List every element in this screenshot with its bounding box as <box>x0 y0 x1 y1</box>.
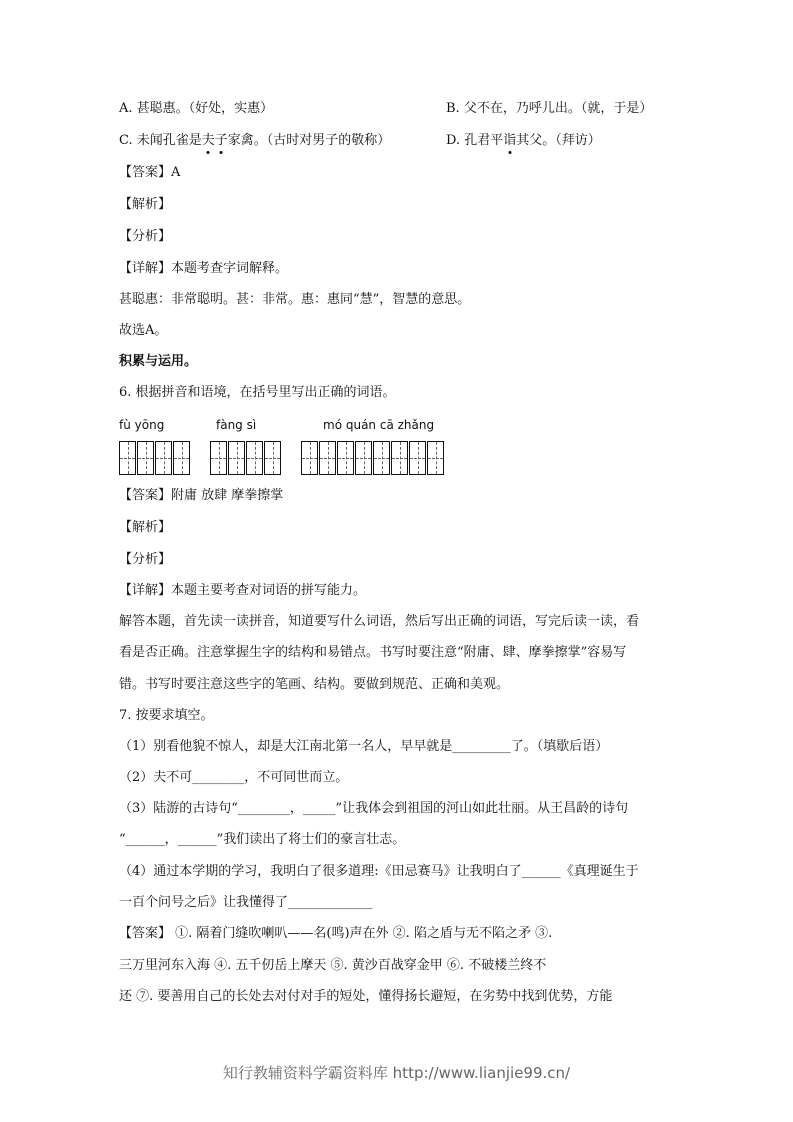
emphasis-char: 子 <box>214 133 228 148</box>
pinyin-1: fù yōng <box>119 418 165 432</box>
writing-cell[interactable] <box>355 441 372 475</box>
footer-watermark: 知行教辅资料学霸资料库 http://www.lianjie99.cn/ <box>222 1064 571 1082</box>
option-d <box>446 132 601 150</box>
writing-cell[interactable] <box>246 441 263 475</box>
q5-fenxi: 【分析】 <box>119 229 172 244</box>
q6-jiexi: 【解析】 <box>119 520 172 535</box>
writing-cell[interactable] <box>391 441 408 475</box>
writing-cell[interactable] <box>228 441 245 475</box>
q5-detail: 【详解】本题考查字词解释。 <box>119 261 289 276</box>
writing-cell[interactable] <box>264 441 281 475</box>
q7-item-2: （2）夫不可________，不可同世而立。 <box>119 770 349 785</box>
q6-detail: 【详解】本题主要考查对词语的拼写能力。 <box>119 583 367 598</box>
q7-item-4b: 一百个问号之后》让我懂得了_____________ <box>119 895 373 910</box>
writing-cell[interactable] <box>173 441 190 475</box>
writing-cell[interactable] <box>427 441 444 475</box>
q7-answer-2: 三万里河东入海 ④. 五千仞岳上摩天 ⑤. 黄沙百战穿金甲 ⑥. 不破楼兰终不 <box>119 958 547 973</box>
q6-answer: 【答案】附庸 放肆 摩拳擦掌 <box>119 488 284 503</box>
section-title: 积累与运用。 <box>119 354 198 369</box>
q6-title: 6. 根据拼音和语境，在括号里写出正确的词语。 <box>119 385 396 400</box>
q6-paragraph-2: 看是否正确。注意掌握生字的结构和易错点。书写时要注意“附庸、肆、摩拳擦掌”容易写 <box>119 645 627 660</box>
q7-title: 7. 按要求填空。 <box>119 708 214 723</box>
q5-jiexi: 【解析】 <box>119 197 172 212</box>
writing-cell[interactable] <box>301 441 318 475</box>
option-d-prefix: D. 孔君平 <box>446 133 504 148</box>
option-a: A. 甚聪惠。（好处，实惠） <box>119 101 274 116</box>
q6-paragraph-3: 错。书写时要注意这些字的笔画、结构。要做到规范、正确和美观。 <box>119 677 510 692</box>
writing-cell[interactable] <box>137 441 154 475</box>
q7-item-4a: （4）通过本学期的学习，我明白了很多道理:《田忌赛马》让我明白了______《真理诞生于 <box>119 864 639 879</box>
option-c-suffix: 家禽。（古时对男子的敬称） <box>227 133 391 148</box>
writing-cell[interactable] <box>155 441 172 475</box>
writing-cell[interactable] <box>409 441 426 475</box>
q7-item-3b: “______，______”我们读出了将士们的豪言壮志。 <box>119 832 406 847</box>
option-c <box>119 132 390 150</box>
q7-answer-1: 【答案】 ①. 隔着门缝吹喇叭——名(鸣)声在外 ②. 陷之盾与无不陷之矛 ③. <box>119 926 553 941</box>
writing-cell[interactable] <box>210 441 227 475</box>
q5-explain: 甚聪惠：非常聪明。甚：非常。惠：惠同“慧”，智慧的意思。 <box>119 292 471 307</box>
emphasis-char: 诣 <box>503 133 517 148</box>
pinyin-2: fàng sì <box>216 418 257 432</box>
q7-answer-3: 还 ⑦. 要善用自己的长处去对付对手的短处，懂得扬长避短，在劣势中找到优势，方能 <box>119 989 613 1004</box>
writing-cell[interactable] <box>319 441 336 475</box>
q7-item-3a: （3）陆游的古诗句“________，_____”让我体会到祖国的河山如此壮丽。从王昌龄的诗句 <box>119 801 629 816</box>
pinyin-3: mó quán cā zhǎng <box>323 418 435 432</box>
writing-cell[interactable] <box>337 441 354 475</box>
q6-paragraph-1: 解答本题，首先读一读拼音，知道要写什么词语，然后写出正确的词语，写完后读一读，看 <box>119 614 640 629</box>
q6-fenxi: 【分析】 <box>119 552 172 567</box>
option-c-prefix: C. 未闻孔雀是 <box>119 133 202 148</box>
q7-item-1: （1）别看他貌不惊人，却是大江南北第一名人，早早就是_________了。（填歇后语） <box>119 739 609 754</box>
writing-cell[interactable] <box>373 441 390 475</box>
q5-answer: 【答案】A <box>119 165 181 180</box>
emphasis-char: 夫 <box>201 133 215 148</box>
q5-choose: 故选A。 <box>119 323 168 338</box>
option-d-suffix: 其父。（拜访） <box>516 133 601 148</box>
option-b: B. 父不在，乃呼儿出。（就，于是） <box>446 101 653 116</box>
writing-cell[interactable] <box>119 441 136 475</box>
